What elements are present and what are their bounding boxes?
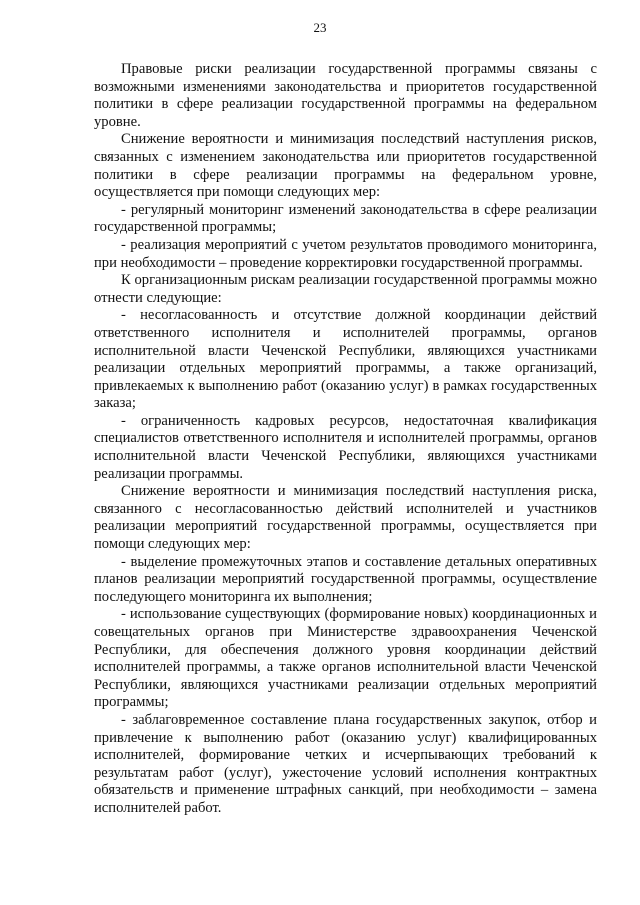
- list-item-program-adjustment: - реализация мероприятий с учетом результатов проводимого мониторинга, при необходимости – проведение корректировки государственной программы.: [94, 236, 597, 271]
- paragraph-legal-risks: Правовые риски реализации государственной программы связаны с возможными изменениями законодательства и приоритетов государственной политики в сфере реализации государственной программы на федеральном уровне.: [94, 61, 597, 130]
- list-item-lack-of-coordination: - несогласованность и отсутствие должной координации действий ответственного исполнителя и исполнителей программы, органов исполнительной власти Чеченской Республики, являющихся участниками реализации отдельных мероприятий программы, а также организаций, привлекаемых к выполнению работ (оказанию услуг) в рамках государственных заказа;: [94, 307, 597, 412]
- paragraph-legal-risk-mitigation: Снижение вероятности и минимизация последствий наступления рисков, связанных с изменением законодательства или приоритетов государственной политики в сфере реализации программы на федеральном уровне, осуществляется при помощи следующих мер:: [94, 131, 597, 201]
- paragraph-organizational-risk-mitigation: Снижение вероятности и минимизация последствий наступления риска, связанного с несогласованностью действий исполнителей и участников реализации мероприятий государственной программы, осуществляется при помощи следующих мер:: [94, 483, 597, 553]
- list-item-coordination-bodies: - использование существующих (формирование новых) координационных и совещательных органов при Министерстве здравоохранения Чеченской Республики, для обеспечения должного уровня координации действий исполнителей программы, а также органов исполнительной власти Чеченской Республики, являющихся участниками реализации отдельных мероприятий программы;: [94, 606, 597, 711]
- document-body: [94, 61, 597, 818]
- page-number: 23: [313, 20, 327, 35]
- list-item-limited-staff: - ограниченность кадровых ресурсов, недостаточная квалификация специалистов ответственного исполнителя и исполнителей программы, органов исполнительной власти Чеченской Республики, являющихся участниками реализации программы.: [94, 412, 597, 482]
- list-item-legislation-monitoring: - регулярный мониторинг изменений законодательства в сфере реализации государственной программы;: [94, 201, 597, 236]
- list-item-intermediate-stages: - выделение промежуточных этапов и составление детальных оперативных планов реализации мероприятий государственной программы, осуществление последующего мониторинга их выполнения;: [94, 553, 597, 605]
- list-item-procurement-plan: - заблаговременное составление плана государственных закупок, отбор и привлечение к выполнению работ (оказанию услуг) квалифицированных исполнителей, формирование четких и исчерпывающих требований к результатам работ (услуг), ужесточение условий исполнения контрактных обязательств и применение штрафных санкций, при необходимости – замена исполнителей работ.: [94, 711, 597, 816]
- paragraph-organizational-risks: К организационным рискам реализации государственной программы можно отнести следующие:: [94, 272, 597, 306]
